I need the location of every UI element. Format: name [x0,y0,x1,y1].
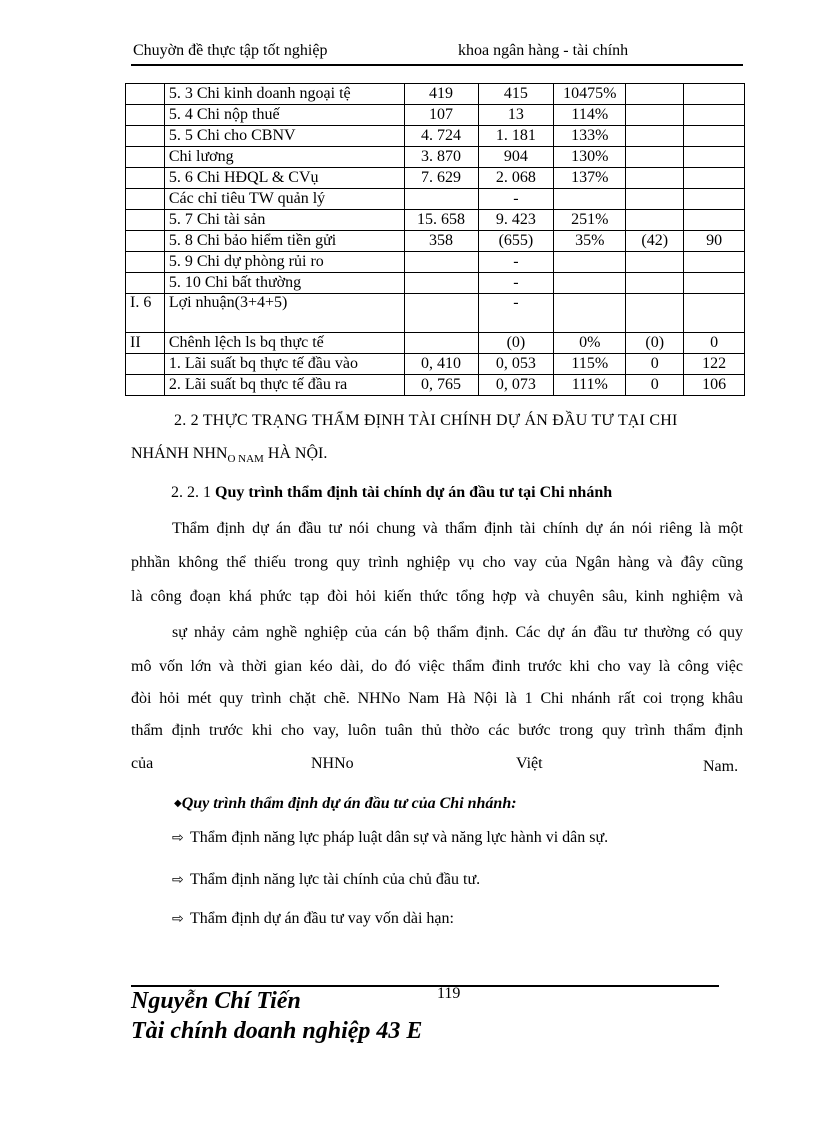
value-e-cell: 90 [684,231,745,252]
table-row [126,105,745,126]
row-label-cell: Các chỉ tiêu TW quản lý [164,189,404,210]
value-d-cell [626,273,684,294]
paragraph-line-3 [131,588,743,606]
subsection-heading [171,484,612,502]
table-row [126,273,745,294]
row-label-cell: Lợi nhuận(3+4+5) [164,294,404,333]
table-body [126,84,745,396]
value-a-cell [404,294,478,333]
table-row [126,231,745,252]
section-heading [174,412,678,430]
process-item-2-text: Thẩm định năng lực tài chính của chủ đầu tư. [190,871,481,888]
row-label-cell: 5. 8 Chi bảo hiểm tiền gửi [164,231,404,252]
value-b-cell: 904 [478,147,554,168]
table-row [126,84,745,105]
value-c-cell: 10475% [554,84,626,105]
value-d-cell [626,147,684,168]
paragraph-line-3-text: là công đoạn khá phức tạp đòi hỏi kiến thức tổng hợp và chuyên sâu, kinh nghiệm và [131,588,743,605]
section-heading-cont [131,445,327,463]
paragraph-line-2 [131,554,743,572]
row-index-cell [126,168,165,189]
value-c-cell: 0% [554,333,626,354]
value-e-cell [684,147,745,168]
value-c-cell [554,273,626,294]
process-heading-text: Quy trình thẩm định dự án đầu tư của Chi nhánh: [181,795,517,812]
value-b-cell: 9. 423 [478,210,554,231]
header-rule [131,64,743,66]
value-c-cell: 130% [554,147,626,168]
row-index-cell: II [126,333,165,354]
row-index-cell [126,210,165,231]
value-a-cell [404,333,478,354]
section-heading-sub: O NAM [227,453,264,465]
value-a-cell [404,252,478,273]
process-item-1-text: Thẩm định năng lực pháp luật dân sự và năng lực hành vi dân sự. [190,829,609,846]
row-label-cell: 5. 6 Chi HĐQL & CVụ [164,168,404,189]
subsection-number: 2. 2. 1 [171,484,215,501]
value-a-cell: 15. 658 [404,210,478,231]
table-row [126,210,745,231]
row-index-cell [126,105,165,126]
value-c-cell [554,252,626,273]
value-e-cell [684,273,745,294]
paragraph-line-6-text: đòi hỏi mét quy trình chặt chẽ. NHNo Nam Hà Nội là 1 Chi nhánh rất coi trọng khâu [131,690,743,707]
value-d-cell [626,189,684,210]
value-b-cell: - [478,189,554,210]
diamond-bullet-icon: ◆ [174,798,182,809]
row-index-cell [126,126,165,147]
section-heading-line2b: HÀ NỘI. [263,445,328,462]
paragraph-line-2-text: phhần không thể thiếu trong quy trình nghiệp vụ cho vay của Ngân hàng và đây cũng [131,554,743,571]
value-e-cell: 122 [684,354,745,375]
value-b-cell: 2. 068 [478,168,554,189]
value-d-cell [626,294,684,333]
paragraph-line-4 [172,624,743,642]
value-e-cell [684,84,745,105]
value-c-cell: 251% [554,210,626,231]
paragraph-line-7 [131,722,743,740]
value-b-cell: - [478,273,554,294]
value-d-cell [626,84,684,105]
row-label-cell: 1. Lãi suất bq thực tế đầu vào [164,354,404,375]
process-item-1 [172,829,608,847]
value-b-cell: 1. 181 [478,126,554,147]
footer-author: Nguyễn Chí Tiến [131,988,301,1014]
value-a-cell: 3. 870 [404,147,478,168]
header-right-text: khoa ngân hàng - tài chính [458,42,629,59]
row-label-cell: 5. 9 Chi dự phòng rủi ro [164,252,404,273]
paragraph-line-8-w1: của [131,755,154,772]
value-b-cell: - [478,252,554,273]
row-label-cell: 5. 10 Chi bất thường [164,273,404,294]
table-row [126,252,745,273]
value-c-cell: 114% [554,105,626,126]
row-label-cell: 5. 3 Chi kinh doanh ngoại tệ [164,84,404,105]
value-b-cell: (0) [478,333,554,354]
value-a-cell: 4. 724 [404,126,478,147]
value-b-cell: 0, 073 [478,375,554,396]
table-row [126,333,745,354]
value-d-cell: 0 [626,354,684,375]
value-a-cell [404,189,478,210]
row-label-cell: Chênh lệch ls bq thực tế [164,333,404,354]
paragraph-line-6 [131,690,743,708]
table-row [126,375,745,396]
row-index-cell [126,231,165,252]
value-b-cell: 13 [478,105,554,126]
row-index-cell [126,147,165,168]
page-header [131,40,743,64]
paragraph-line-1 [172,520,743,538]
row-label-cell: Chi lương [164,147,404,168]
value-d-cell [626,126,684,147]
row-index-cell [126,84,165,105]
paragraph-line-4-text: sự nhảy cảm nghề nghiệp của cán bộ thẩm định. Các dự án đầu tư thường có quy [172,624,743,641]
value-c-cell: 35% [554,231,626,252]
row-index-cell: I. 6 [126,294,165,333]
row-index-cell [126,189,165,210]
table-row [126,354,745,375]
row-index-cell [126,252,165,273]
value-d-cell [626,168,684,189]
paragraph-line-1-text: Thẩm định dự án đầu tư nói chung và thẩm định tài chính dự án nói riêng là một [172,520,743,537]
value-b-cell: - [478,294,554,333]
value-b-cell: 415 [478,84,554,105]
value-b-cell: 0, 053 [478,354,554,375]
process-item-2 [172,871,480,889]
value-a-cell: 7. 629 [404,168,478,189]
process-item-3 [172,910,454,928]
value-d-cell: (0) [626,333,684,354]
paragraph-line-5 [131,658,743,676]
value-d-cell: 0 [626,375,684,396]
process-item-3-text: Thẩm định dự án đầu tư vay vốn dài hạn: [190,910,454,927]
paragraph-line-7-text: thẩm định trước khi cho vay, luôn tuân thủ thờo các bước trong quy trình thẩm định [131,722,743,739]
table-row [126,168,745,189]
value-e-cell [684,294,745,333]
value-e-cell [684,252,745,273]
value-d-cell [626,210,684,231]
footer-course: Tài chính doanh nghiệp 43 E [131,1018,423,1044]
table-row [126,147,745,168]
value-c-cell [554,189,626,210]
value-c-cell: 111% [554,375,626,396]
value-a-cell: 107 [404,105,478,126]
value-c-cell: 115% [554,354,626,375]
value-e-cell [684,168,745,189]
value-e-cell: 106 [684,375,745,396]
paragraph-line-8-w2: NHNo [311,755,354,772]
value-c-cell: 137% [554,168,626,189]
value-b-cell: (655) [478,231,554,252]
value-e-cell [684,126,745,147]
value-a-cell: 0, 410 [404,354,478,375]
section-heading-line2a: NHÁNH NHN [131,445,228,462]
value-a-cell [404,273,478,294]
header-left-text: Chuyờn đề thực tập tốt nghiệp [133,42,328,59]
value-a-cell: 358 [404,231,478,252]
row-label-cell: 5. 7 Chi tài sản [164,210,404,231]
row-index-cell [126,375,165,396]
value-a-cell: 0, 765 [404,375,478,396]
footer-rule [131,985,719,987]
value-c-cell [554,294,626,333]
subsection-title: Quy trình thẩm định tài chính dự án đầu tư tại Chi nhánh [215,484,613,501]
value-c-cell: 133% [554,126,626,147]
value-d-cell [626,252,684,273]
value-e-cell [684,210,745,231]
value-e-cell: 0 [684,333,745,354]
value-e-cell [684,189,745,210]
value-d-cell [626,105,684,126]
paragraph-line-8-w3: Việt [516,755,543,772]
process-heading [174,795,517,813]
row-label-cell: 5. 4 Chi nộp thuế [164,105,404,126]
page-number: 119 [437,985,461,1002]
arrow-icon: ⇨ [172,872,184,888]
value-e-cell [684,105,745,126]
table-row [126,126,745,147]
value-a-cell: 419 [404,84,478,105]
section-heading-line1: 2. 2 THỰC TRẠNG THẨM ĐỊNH TÀI CHÍNH DỰ ÁN ĐẦU TƯ TẠI CHI [174,412,678,429]
paragraph-line-8-w4: Nam. [703,758,739,775]
arrow-icon: ⇨ [172,830,184,846]
financial-table [125,83,745,396]
row-label-cell: 2. Lãi suất bq thực tế đầu ra [164,375,404,396]
row-index-cell [126,273,165,294]
row-label-cell: 5. 5 Chi cho CBNV [164,126,404,147]
row-index-cell [126,354,165,375]
arrow-icon: ⇨ [172,911,184,927]
table-row [126,294,745,333]
paragraph-line-5-text: mô vốn lớn và thời gian kéo dài, do đó việc thẩm đinh trước khi cho vay là công việc [131,658,743,675]
table-row [126,189,745,210]
value-d-cell: (42) [626,231,684,252]
